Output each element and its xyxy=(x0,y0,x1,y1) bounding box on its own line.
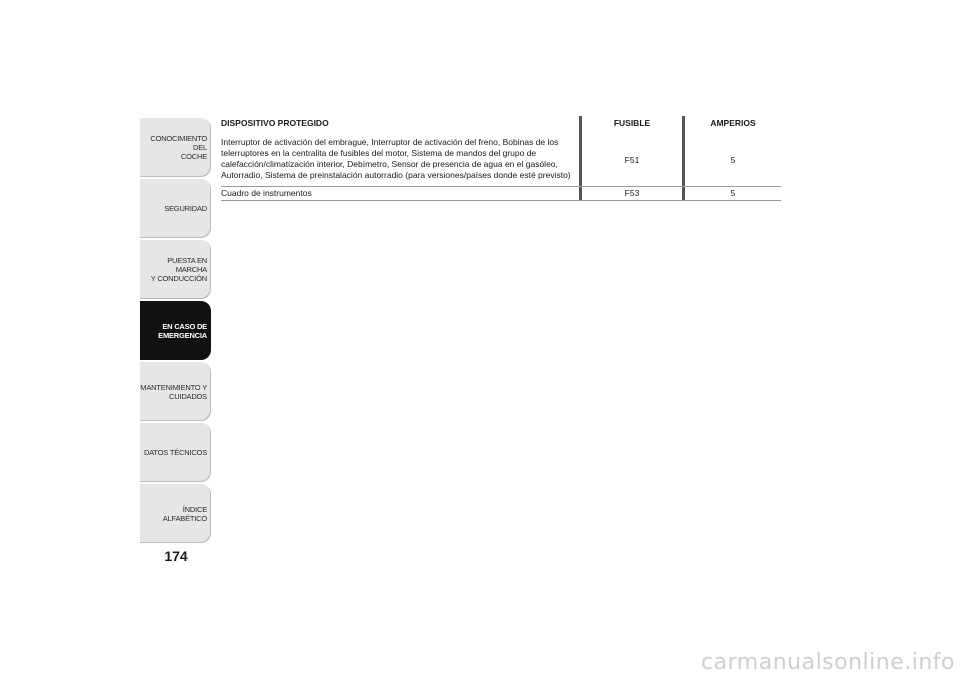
tab-en-caso-de-emergencia[interactable]: EN CASO DE EMERGENCIA xyxy=(140,301,211,360)
table-row xyxy=(221,187,781,201)
page-number: 174 xyxy=(164,548,188,564)
tab-conocimiento-del-coche[interactable]: CONOCIMIENTO DEL COCHE xyxy=(140,118,211,177)
cell-device: Interruptor de activación del embrague, Interruptor de activación del freno, Bobinas de los telerruptores en la centralita de fusibles del motor, Sistema de mandos del grupo de calefacción/climatización interior, Debímetro, Sensor de presencia de agua en el gasóleo, Autorradio, Sistema de preinstalación autorradio (para versiones/países donde esté previsto) xyxy=(221,137,571,180)
header-fuse: FUSIBLE xyxy=(579,116,682,134)
tab-datos-tecnicos[interactable]: DATOS TÉCNICOS xyxy=(140,423,211,482)
cell-fuse: F51 xyxy=(579,134,682,186)
fuse-table xyxy=(221,116,781,201)
header-device: DISPOSITIVO PROTEGIDO xyxy=(221,118,329,128)
tab-mantenimiento-y-cuidados[interactable]: MANTENIMIENTO Y CUIDADOS xyxy=(140,362,211,421)
header-amps: AMPERIOS xyxy=(682,116,781,134)
tab-indice-alfabetico[interactable]: ÍNDICE ALFABÉTICO xyxy=(140,484,211,543)
table-row xyxy=(221,134,781,187)
cell-amps: 5 xyxy=(682,187,781,200)
watermark: carmanualsonline.info xyxy=(701,650,955,675)
table-header xyxy=(221,116,781,134)
chapter-sidebar xyxy=(140,118,211,545)
cell-device: Cuadro de instrumentos xyxy=(221,188,312,198)
tab-seguridad[interactable]: SEGURIDAD xyxy=(140,179,211,238)
cell-fuse: F53 xyxy=(579,187,682,200)
tab-puesta-en-marcha[interactable]: PUESTA EN MARCHA Y CONDUCCIÓN xyxy=(140,240,211,299)
cell-amps: 5 xyxy=(682,134,781,186)
